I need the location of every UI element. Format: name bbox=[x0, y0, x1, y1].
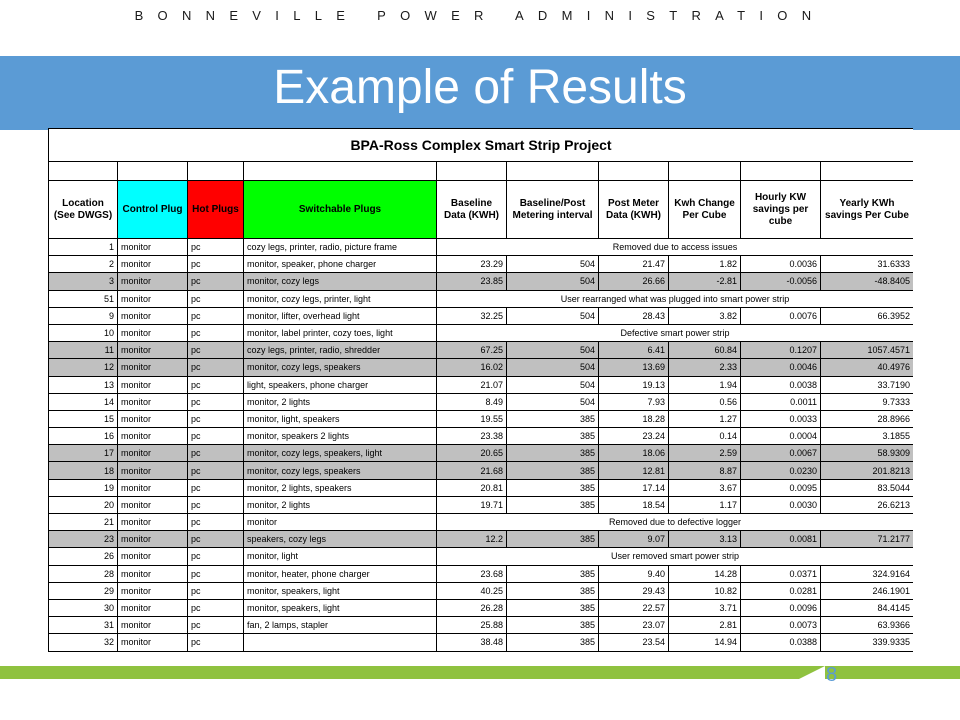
yearly-savings-cell: 40.4976 bbox=[821, 359, 914, 376]
switchable-plugs-cell: cozy legs, printer, radio, picture frame bbox=[244, 239, 437, 256]
column-header-metering-interval: Baseline/Post Metering interval bbox=[507, 181, 599, 239]
metering-interval-cell: 504 bbox=[507, 307, 599, 324]
control-plug-cell: monitor bbox=[118, 393, 188, 410]
yearly-savings-cell: 339.9335 bbox=[821, 634, 914, 651]
status-note-cell: Defective smart power strip bbox=[437, 324, 914, 341]
baseline-data-cell: 19.71 bbox=[437, 496, 507, 513]
slide-title: Example of Results bbox=[273, 61, 687, 114]
hot-plug-cell: pc bbox=[188, 239, 244, 256]
table-row bbox=[49, 290, 914, 307]
metering-interval-cell: 504 bbox=[507, 342, 599, 359]
baseline-data-cell: 38.48 bbox=[437, 634, 507, 651]
switchable-plugs-cell: monitor, speaker, phone charger bbox=[244, 256, 437, 273]
column-header-kwh-change: Kwh Change Per Cube bbox=[669, 181, 741, 239]
metering-interval-cell: 385 bbox=[507, 582, 599, 599]
kwh-change-cell: 14.94 bbox=[669, 634, 741, 651]
kwh-change-cell: 3.71 bbox=[669, 599, 741, 616]
table-row bbox=[49, 273, 914, 290]
switchable-plugs-cell: monitor, speakers, light bbox=[244, 599, 437, 616]
location-cell: 16 bbox=[49, 428, 118, 445]
kwh-change-cell: 2.59 bbox=[669, 445, 741, 462]
switchable-plugs-cell: monitor, label printer, cozy toes, light bbox=[244, 324, 437, 341]
yearly-savings-cell: 83.5044 bbox=[821, 479, 914, 496]
location-cell: 31 bbox=[49, 617, 118, 634]
kwh-change-cell: 1.94 bbox=[669, 376, 741, 393]
hot-plug-cell: pc bbox=[188, 273, 244, 290]
yearly-savings-cell: 3.1855 bbox=[821, 428, 914, 445]
kwh-change-cell: 1.82 bbox=[669, 256, 741, 273]
control-plug-cell: monitor bbox=[118, 462, 188, 479]
hot-plug-cell: pc bbox=[188, 324, 244, 341]
column-header-row bbox=[49, 181, 914, 239]
control-plug-cell: monitor bbox=[118, 307, 188, 324]
location-cell: 3 bbox=[49, 273, 118, 290]
yearly-savings-cell: 1057.4571 bbox=[821, 342, 914, 359]
switchable-plugs-cell: monitor, cozy legs, speakers bbox=[244, 359, 437, 376]
table-row bbox=[49, 239, 914, 256]
hot-plug-cell: pc bbox=[188, 428, 244, 445]
hourly-savings-cell: 0.1207 bbox=[741, 342, 821, 359]
post-meter-data-cell: 23.54 bbox=[599, 634, 669, 651]
column-header-post-meter-data: Post Meter Data (KWH) bbox=[599, 181, 669, 239]
hot-plug-cell: pc bbox=[188, 256, 244, 273]
metering-interval-cell: 385 bbox=[507, 531, 599, 548]
table-row bbox=[49, 376, 914, 393]
hourly-savings-cell: 0.0095 bbox=[741, 479, 821, 496]
hot-plug-cell: pc bbox=[188, 479, 244, 496]
baseline-data-cell: 19.55 bbox=[437, 410, 507, 427]
yearly-savings-cell: 63.9366 bbox=[821, 617, 914, 634]
hourly-savings-cell: 0.0030 bbox=[741, 496, 821, 513]
post-meter-data-cell: 9.07 bbox=[599, 531, 669, 548]
table-row bbox=[49, 565, 914, 582]
control-plug-cell: monitor bbox=[118, 496, 188, 513]
table-row bbox=[49, 462, 914, 479]
kwh-change-cell: 0.56 bbox=[669, 393, 741, 410]
hourly-savings-cell: 0.0046 bbox=[741, 359, 821, 376]
table-row bbox=[49, 634, 914, 651]
post-meter-data-cell: 12.81 bbox=[599, 462, 669, 479]
switchable-plugs-cell: monitor, lifter, overhead light bbox=[244, 307, 437, 324]
table-row bbox=[49, 324, 914, 341]
hot-plug-cell: pc bbox=[188, 462, 244, 479]
metering-interval-cell: 504 bbox=[507, 273, 599, 290]
control-plug-cell: monitor bbox=[118, 324, 188, 341]
switchable-plugs-cell: monitor, speakers, light bbox=[244, 582, 437, 599]
table-row bbox=[49, 496, 914, 513]
organization-name: BONNEVILLE POWER ADMINISTRATION bbox=[134, 8, 826, 23]
table-title-row bbox=[49, 129, 914, 162]
metering-interval-cell: 385 bbox=[507, 410, 599, 427]
hourly-savings-cell: 0.0033 bbox=[741, 410, 821, 427]
metering-interval-cell: 385 bbox=[507, 462, 599, 479]
control-plug-cell: monitor bbox=[118, 410, 188, 427]
kwh-change-cell: -2.81 bbox=[669, 273, 741, 290]
switchable-plugs-cell: monitor bbox=[244, 514, 437, 531]
table-row bbox=[49, 479, 914, 496]
metering-interval-cell: 385 bbox=[507, 428, 599, 445]
switchable-plugs-cell: monitor, light, speakers bbox=[244, 410, 437, 427]
table-row bbox=[49, 410, 914, 427]
kwh-change-cell: 10.82 bbox=[669, 582, 741, 599]
metering-interval-cell: 385 bbox=[507, 565, 599, 582]
yearly-savings-cell: 26.6213 bbox=[821, 496, 914, 513]
location-cell: 32 bbox=[49, 634, 118, 651]
switchable-plugs-cell: monitor, heater, phone charger bbox=[244, 565, 437, 582]
metering-interval-cell: 504 bbox=[507, 256, 599, 273]
control-plug-cell: monitor bbox=[118, 290, 188, 307]
control-plug-cell: monitor bbox=[118, 599, 188, 616]
switchable-plugs-cell: cozy legs, printer, radio, shredder bbox=[244, 342, 437, 359]
location-cell: 18 bbox=[49, 462, 118, 479]
post-meter-data-cell: 28.43 bbox=[599, 307, 669, 324]
column-header-hot-plugs: Hot Plugs bbox=[188, 181, 244, 239]
control-plug-cell: monitor bbox=[118, 342, 188, 359]
location-cell: 13 bbox=[49, 376, 118, 393]
baseline-data-cell: 32.25 bbox=[437, 307, 507, 324]
spacer-row bbox=[49, 162, 914, 181]
yearly-savings-cell: -48.8405 bbox=[821, 273, 914, 290]
hourly-savings-cell: 0.0096 bbox=[741, 599, 821, 616]
baseline-data-cell: 23.29 bbox=[437, 256, 507, 273]
baseline-data-cell: 21.07 bbox=[437, 376, 507, 393]
control-plug-cell: monitor bbox=[118, 565, 188, 582]
table-row bbox=[49, 428, 914, 445]
location-cell: 19 bbox=[49, 479, 118, 496]
post-meter-data-cell: 18.28 bbox=[599, 410, 669, 427]
table-row bbox=[49, 359, 914, 376]
yearly-savings-cell: 71.2177 bbox=[821, 531, 914, 548]
location-cell: 28 bbox=[49, 565, 118, 582]
post-meter-data-cell: 9.40 bbox=[599, 565, 669, 582]
table-row bbox=[49, 548, 914, 565]
hot-plug-cell: pc bbox=[188, 565, 244, 582]
post-meter-data-cell: 26.66 bbox=[599, 273, 669, 290]
hot-plug-cell: pc bbox=[188, 445, 244, 462]
hourly-savings-cell: 0.0011 bbox=[741, 393, 821, 410]
column-header-yearly-kwh-savings: Yearly KWh savings Per Cube bbox=[821, 181, 914, 239]
table-row bbox=[49, 514, 914, 531]
table-row bbox=[49, 342, 914, 359]
footer-accent-bar bbox=[0, 666, 960, 679]
hourly-savings-cell: 0.0004 bbox=[741, 428, 821, 445]
location-cell: 51 bbox=[49, 290, 118, 307]
location-cell: 9 bbox=[49, 307, 118, 324]
hot-plug-cell: pc bbox=[188, 359, 244, 376]
switchable-plugs-cell: monitor, speakers 2 lights bbox=[244, 428, 437, 445]
metering-interval-cell: 504 bbox=[507, 376, 599, 393]
switchable-plugs-cell: monitor, 2 lights bbox=[244, 496, 437, 513]
switchable-plugs-cell: monitor, cozy legs, speakers, light bbox=[244, 445, 437, 462]
control-plug-cell: monitor bbox=[118, 376, 188, 393]
control-plug-cell: monitor bbox=[118, 359, 188, 376]
location-cell: 30 bbox=[49, 599, 118, 616]
hourly-savings-cell: 0.0388 bbox=[741, 634, 821, 651]
yearly-savings-cell: 33.7190 bbox=[821, 376, 914, 393]
yearly-savings-cell: 246.1901 bbox=[821, 582, 914, 599]
baseline-data-cell: 40.25 bbox=[437, 582, 507, 599]
hot-plug-cell: pc bbox=[188, 290, 244, 307]
yearly-savings-cell: 9.7333 bbox=[821, 393, 914, 410]
metering-interval-cell: 385 bbox=[507, 479, 599, 496]
hot-plug-cell: pc bbox=[188, 496, 244, 513]
control-plug-cell: monitor bbox=[118, 514, 188, 531]
post-meter-data-cell: 21.47 bbox=[599, 256, 669, 273]
location-cell: 1 bbox=[49, 239, 118, 256]
hourly-savings-cell: 0.0371 bbox=[741, 565, 821, 582]
hot-plug-cell: pc bbox=[188, 617, 244, 634]
control-plug-cell: monitor bbox=[118, 479, 188, 496]
switchable-plugs-cell bbox=[244, 634, 437, 651]
hot-plug-cell: pc bbox=[188, 634, 244, 651]
baseline-data-cell: 8.49 bbox=[437, 393, 507, 410]
results-table bbox=[48, 128, 913, 652]
hot-plug-cell: pc bbox=[188, 531, 244, 548]
metering-interval-cell: 385 bbox=[507, 634, 599, 651]
hourly-savings-cell: 0.0076 bbox=[741, 307, 821, 324]
metering-interval-cell: 385 bbox=[507, 617, 599, 634]
results-table-container bbox=[48, 128, 913, 663]
control-plug-cell: monitor bbox=[118, 273, 188, 290]
control-plug-cell: monitor bbox=[118, 239, 188, 256]
kwh-change-cell: 3.13 bbox=[669, 531, 741, 548]
baseline-data-cell: 16.02 bbox=[437, 359, 507, 376]
post-meter-data-cell: 23.07 bbox=[599, 617, 669, 634]
kwh-change-cell: 2.33 bbox=[669, 359, 741, 376]
switchable-plugs-cell: monitor, cozy legs, printer, light bbox=[244, 290, 437, 307]
table-title: BPA-Ross Complex Smart Strip Project bbox=[49, 129, 914, 162]
hourly-savings-cell: 0.0067 bbox=[741, 445, 821, 462]
hourly-savings-cell: 0.0038 bbox=[741, 376, 821, 393]
switchable-plugs-cell: light, speakers, phone charger bbox=[244, 376, 437, 393]
baseline-data-cell: 26.28 bbox=[437, 599, 507, 616]
baseline-data-cell: 23.68 bbox=[437, 565, 507, 582]
hot-plug-cell: pc bbox=[188, 307, 244, 324]
hot-plug-cell: pc bbox=[188, 376, 244, 393]
location-cell: 2 bbox=[49, 256, 118, 273]
kwh-change-cell: 3.67 bbox=[669, 479, 741, 496]
yearly-savings-cell: 28.8966 bbox=[821, 410, 914, 427]
switchable-plugs-cell: monitor, light bbox=[244, 548, 437, 565]
post-meter-data-cell: 22.57 bbox=[599, 599, 669, 616]
location-cell: 23 bbox=[49, 531, 118, 548]
switchable-plugs-cell: monitor, 2 lights, speakers bbox=[244, 479, 437, 496]
hot-plug-cell: pc bbox=[188, 548, 244, 565]
control-plug-cell: monitor bbox=[118, 531, 188, 548]
switchable-plugs-cell: monitor, 2 lights bbox=[244, 393, 437, 410]
post-meter-data-cell: 18.54 bbox=[599, 496, 669, 513]
control-plug-cell: monitor bbox=[118, 634, 188, 651]
metering-interval-cell: 385 bbox=[507, 496, 599, 513]
post-meter-data-cell: 18.06 bbox=[599, 445, 669, 462]
baseline-data-cell: 23.38 bbox=[437, 428, 507, 445]
page-number: 8 bbox=[826, 664, 838, 686]
kwh-change-cell: 60.84 bbox=[669, 342, 741, 359]
hot-plug-cell: pc bbox=[188, 342, 244, 359]
yearly-savings-cell: 66.3952 bbox=[821, 307, 914, 324]
status-note-cell: User removed smart power strip bbox=[437, 548, 914, 565]
kwh-change-cell: 8.87 bbox=[669, 462, 741, 479]
table-row bbox=[49, 582, 914, 599]
kwh-change-cell: 1.17 bbox=[669, 496, 741, 513]
metering-interval-cell: 504 bbox=[507, 393, 599, 410]
hourly-savings-cell: -0.0056 bbox=[741, 273, 821, 290]
table-row bbox=[49, 617, 914, 634]
column-header-hourly-kw-savings: Hourly KW savings per cube bbox=[741, 181, 821, 239]
location-cell: 20 bbox=[49, 496, 118, 513]
column-header-location: Location (See DWGS) bbox=[49, 181, 118, 239]
control-plug-cell: monitor bbox=[118, 445, 188, 462]
control-plug-cell: monitor bbox=[118, 617, 188, 634]
baseline-data-cell: 20.81 bbox=[437, 479, 507, 496]
metering-interval-cell: 504 bbox=[507, 359, 599, 376]
status-note-cell: User rearranged what was plugged into smart power strip bbox=[437, 290, 914, 307]
location-cell: 21 bbox=[49, 514, 118, 531]
status-note-cell: Removed due to defective logger bbox=[437, 514, 914, 531]
kwh-change-cell: 14.28 bbox=[669, 565, 741, 582]
baseline-data-cell: 21.68 bbox=[437, 462, 507, 479]
hot-plug-cell: pc bbox=[188, 582, 244, 599]
location-cell: 10 bbox=[49, 324, 118, 341]
kwh-change-cell: 3.82 bbox=[669, 307, 741, 324]
kwh-change-cell: 0.14 bbox=[669, 428, 741, 445]
table-row bbox=[49, 307, 914, 324]
control-plug-cell: monitor bbox=[118, 582, 188, 599]
baseline-data-cell: 67.25 bbox=[437, 342, 507, 359]
yearly-savings-cell: 324.9164 bbox=[821, 565, 914, 582]
post-meter-data-cell: 13.69 bbox=[599, 359, 669, 376]
yearly-savings-cell: 84.4145 bbox=[821, 599, 914, 616]
post-meter-data-cell: 23.24 bbox=[599, 428, 669, 445]
hot-plug-cell: pc bbox=[188, 410, 244, 427]
hot-plug-cell: pc bbox=[188, 393, 244, 410]
status-note-cell: Removed due to access issues bbox=[437, 239, 914, 256]
metering-interval-cell: 385 bbox=[507, 445, 599, 462]
control-plug-cell: monitor bbox=[118, 548, 188, 565]
column-header-control-plug: Control Plug bbox=[118, 181, 188, 239]
yearly-savings-cell: 31.6333 bbox=[821, 256, 914, 273]
yearly-savings-cell: 201.8213 bbox=[821, 462, 914, 479]
location-cell: 11 bbox=[49, 342, 118, 359]
metering-interval-cell: 385 bbox=[507, 599, 599, 616]
post-meter-data-cell: 6.41 bbox=[599, 342, 669, 359]
hourly-savings-cell: 0.0230 bbox=[741, 462, 821, 479]
yearly-savings-cell: 58.9309 bbox=[821, 445, 914, 462]
hourly-savings-cell: 0.0073 bbox=[741, 617, 821, 634]
table-row bbox=[49, 445, 914, 462]
hot-plug-cell: pc bbox=[188, 599, 244, 616]
baseline-data-cell: 12.2 bbox=[437, 531, 507, 548]
table-row bbox=[49, 393, 914, 410]
control-plug-cell: monitor bbox=[118, 428, 188, 445]
switchable-plugs-cell: fan, 2 lamps, stapler bbox=[244, 617, 437, 634]
baseline-data-cell: 23.85 bbox=[437, 273, 507, 290]
hourly-savings-cell: 0.0081 bbox=[741, 531, 821, 548]
post-meter-data-cell: 29.43 bbox=[599, 582, 669, 599]
location-cell: 26 bbox=[49, 548, 118, 565]
post-meter-data-cell: 17.14 bbox=[599, 479, 669, 496]
switchable-plugs-cell: monitor, cozy legs bbox=[244, 273, 437, 290]
post-meter-data-cell: 7.93 bbox=[599, 393, 669, 410]
hot-plug-cell: pc bbox=[188, 514, 244, 531]
switchable-plugs-cell: speakers, cozy legs bbox=[244, 531, 437, 548]
kwh-change-cell: 1.27 bbox=[669, 410, 741, 427]
location-cell: 29 bbox=[49, 582, 118, 599]
table-row bbox=[49, 599, 914, 616]
location-cell: 15 bbox=[49, 410, 118, 427]
column-header-switchable-plugs: Switchable Plugs bbox=[244, 181, 437, 239]
switchable-plugs-cell: monitor, cozy legs, speakers bbox=[244, 462, 437, 479]
control-plug-cell: monitor bbox=[118, 256, 188, 273]
hourly-savings-cell: 0.0036 bbox=[741, 256, 821, 273]
location-cell: 12 bbox=[49, 359, 118, 376]
post-meter-data-cell: 19.13 bbox=[599, 376, 669, 393]
table-row bbox=[49, 256, 914, 273]
kwh-change-cell: 2.81 bbox=[669, 617, 741, 634]
hourly-savings-cell: 0.0281 bbox=[741, 582, 821, 599]
location-cell: 14 bbox=[49, 393, 118, 410]
location-cell: 17 bbox=[49, 445, 118, 462]
baseline-data-cell: 25.88 bbox=[437, 617, 507, 634]
baseline-data-cell: 20.65 bbox=[437, 445, 507, 462]
table-row bbox=[49, 531, 914, 548]
column-header-baseline-data: Baseline Data (KWH) bbox=[437, 181, 507, 239]
